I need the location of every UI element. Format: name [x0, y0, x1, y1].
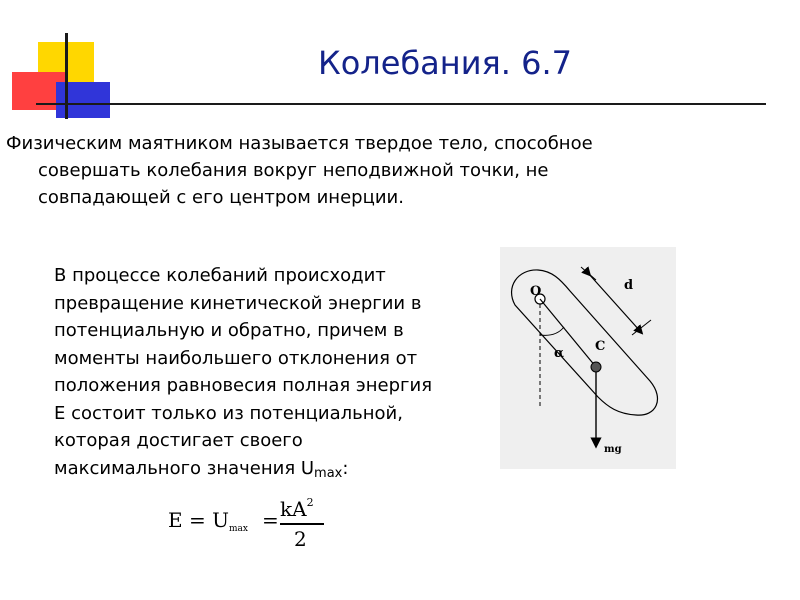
formula-numerator — [280, 496, 314, 521]
pivot-label: O — [530, 284, 542, 299]
slide-title: Колебания. 6.7 — [318, 44, 572, 82]
distance-tick-top — [581, 267, 596, 280]
body-line-last — [54, 455, 494, 488]
center-label: C — [595, 339, 606, 354]
pivot-to-center-line — [540, 299, 596, 367]
body-line: положения равновесия полная энергия — [54, 375, 433, 396]
body-line: превращение кинетической энергии в — [54, 292, 422, 314]
title-divider — [36, 103, 766, 105]
force-label: mg — [604, 444, 622, 455]
center-of-mass — [591, 362, 601, 372]
body-line: В процессе колебаний происходит — [54, 265, 386, 286]
formula-lhs — [168, 508, 248, 534]
fraction-bar — [280, 523, 324, 525]
body-line: Е состоит только из потенциальной, — [54, 402, 403, 424]
angle-label: α — [554, 346, 565, 361]
body-line: которая достигает своего — [54, 430, 303, 451]
distance-label: d — [624, 278, 634, 293]
body-line: потенциальную и обратно, причем в — [54, 320, 404, 341]
body-line: моменты наибольшего отклонения от — [54, 347, 418, 369]
intro-line: совершать колебания вокруг неподвижной точки, не — [38, 160, 549, 181]
formula-denominator: 2 — [294, 527, 307, 551]
decor-vertical-line — [65, 33, 68, 119]
intro-paragraph — [6, 130, 706, 211]
formula-lhs-text: E = U — [168, 508, 229, 532]
angle-arc — [540, 327, 564, 335]
intro-line: совпадающей с его центром инерции. — [38, 187, 404, 208]
energy-formula — [168, 490, 338, 555]
intro-line: Физическим маятником называется твердое тело, способное — [6, 133, 593, 154]
body-paragraph — [54, 262, 494, 487]
formula-numerator-text: kA — [280, 497, 307, 521]
pendulum-figure — [500, 247, 676, 469]
formula-lhs-subscript: max — [228, 524, 248, 534]
pendulum-diagram — [500, 247, 676, 469]
body-last-suffix: : — [342, 457, 349, 479]
body-last-prefix: максимального значения U — [54, 457, 315, 479]
distance-tick-bottom — [632, 320, 651, 335]
formula-exponent: 2 — [306, 496, 314, 509]
umax-subscript: max — [314, 465, 343, 481]
formula-equals: = — [262, 508, 279, 532]
